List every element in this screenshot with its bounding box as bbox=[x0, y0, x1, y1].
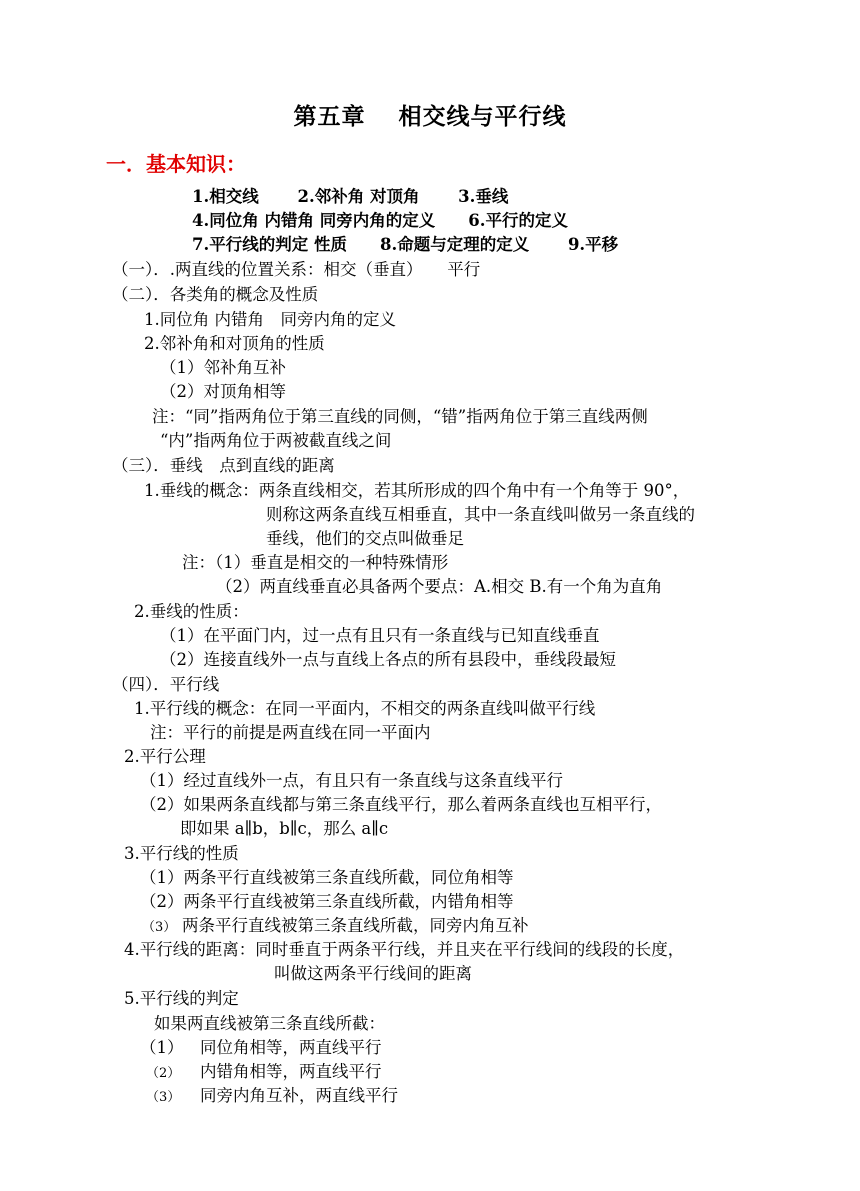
text-line: 垂线，他们的交点叫做垂足 bbox=[266, 529, 464, 548]
section-heading-1: （一）．.两直线的位置关系：相交（垂直） 平行 bbox=[112, 260, 481, 279]
topic-line: 7.平行线的判定 性质 8.命题与定理的定义 9.平移 bbox=[192, 235, 619, 254]
text-line: 1.平行线的概念：在同一平面内，不相交的两条直线叫做平行线 bbox=[134, 699, 596, 718]
item-number: （3） bbox=[142, 920, 177, 935]
text-line: （1）两条平行直线被第三条直线所截，同位角相等 bbox=[140, 868, 514, 887]
item-number: （3） bbox=[146, 1090, 181, 1105]
text-line: 2.邻补角和对顶角的性质 bbox=[144, 334, 325, 353]
text-line: 1.垂线的概念：两条直线相交，若其所形成的四个角中有一个角等于 90°， bbox=[144, 481, 690, 500]
item-number: （2） bbox=[146, 1066, 181, 1081]
page-title: 第五章 相交线与平行线 bbox=[293, 104, 567, 130]
text-line: 两条平行直线被第三条直线所截，同旁内角互补 bbox=[182, 916, 529, 935]
text-line: 3.平行线的性质 bbox=[124, 844, 239, 863]
text-line: （1）在平面门内，过一点有且只有一条直线与已知直线垂直 bbox=[160, 626, 600, 645]
text-line: 同位角相等，两直线平行 bbox=[200, 1038, 382, 1057]
text-line: （2）两条平行直线被第三条直线所截，内错角相等 bbox=[140, 892, 514, 911]
text-line: 即如果 a∥b，b∥c，那么 a∥c bbox=[180, 819, 389, 838]
section-heading-4: （四）．平行线 bbox=[112, 675, 220, 694]
note-line: “内”指两角位于两被截直线之间 bbox=[160, 431, 392, 450]
text-line: （2）对顶角相等 bbox=[160, 382, 286, 401]
text-line: （2）连接直线外一点与直线上各点的所有县段中，垂线段最短 bbox=[160, 650, 616, 669]
text-line: 2.垂线的性质： bbox=[134, 602, 249, 621]
text-line: 4.平行线的距离：同时垂直于两条平行线，并且夹在平行线间的线段的长度， bbox=[124, 940, 685, 959]
note-line: 注：平行的前提是两直线在同一平面内 bbox=[150, 723, 431, 742]
text-line: （1）经过直线外一点，有且只有一条直线与这条直线平行 bbox=[140, 771, 563, 790]
text-line: 5.平行线的判定 bbox=[124, 989, 239, 1008]
section-heading-3: （三）．垂线 点到直线的距离 bbox=[112, 456, 335, 475]
section-heading-2: （二）．各类角的概念及性质 bbox=[112, 285, 319, 304]
text-line: 同旁内角互补，两直线平行 bbox=[200, 1086, 398, 1105]
topic-line: 1.相交线 2.邻补角 对顶角 3.垂线 bbox=[192, 187, 509, 206]
note-line: 注：“同”指两角位于第三直线的同侧，“错”指两角位于第三直线两侧 bbox=[152, 407, 648, 426]
note-line: （2）两直线垂直必具备两个要点：A.相交 B.有一个角为直角 bbox=[216, 577, 663, 596]
section-heading: 一．基本知识： bbox=[106, 152, 246, 176]
text-line: 内错角相等，两直线平行 bbox=[200, 1062, 382, 1081]
text-line: （1）邻补角互补 bbox=[160, 358, 286, 377]
text-line: （2）如果两条直线都与第三条直线平行，那么着两条直线也互相平行， bbox=[140, 795, 662, 814]
item-number: （1） bbox=[140, 1038, 184, 1057]
text-line: 1.同位角 内错角 同旁内角的定义 bbox=[144, 310, 396, 329]
text-line: 叫做这两条平行线间的距离 bbox=[274, 964, 472, 983]
topic-line: 4.同位角 内错角 同旁内角的定义 6.平行的定义 bbox=[192, 211, 568, 230]
text-line: 2.平行公理 bbox=[124, 747, 206, 766]
note-line: 注：（1）垂直是相交的一种特殊情形 bbox=[182, 553, 449, 572]
text-line: 如果两直线被第三条直线所截： bbox=[154, 1014, 385, 1033]
text-line: 则称这两条直线互相垂直，其中一条直线叫做另一条直线的 bbox=[266, 505, 695, 524]
